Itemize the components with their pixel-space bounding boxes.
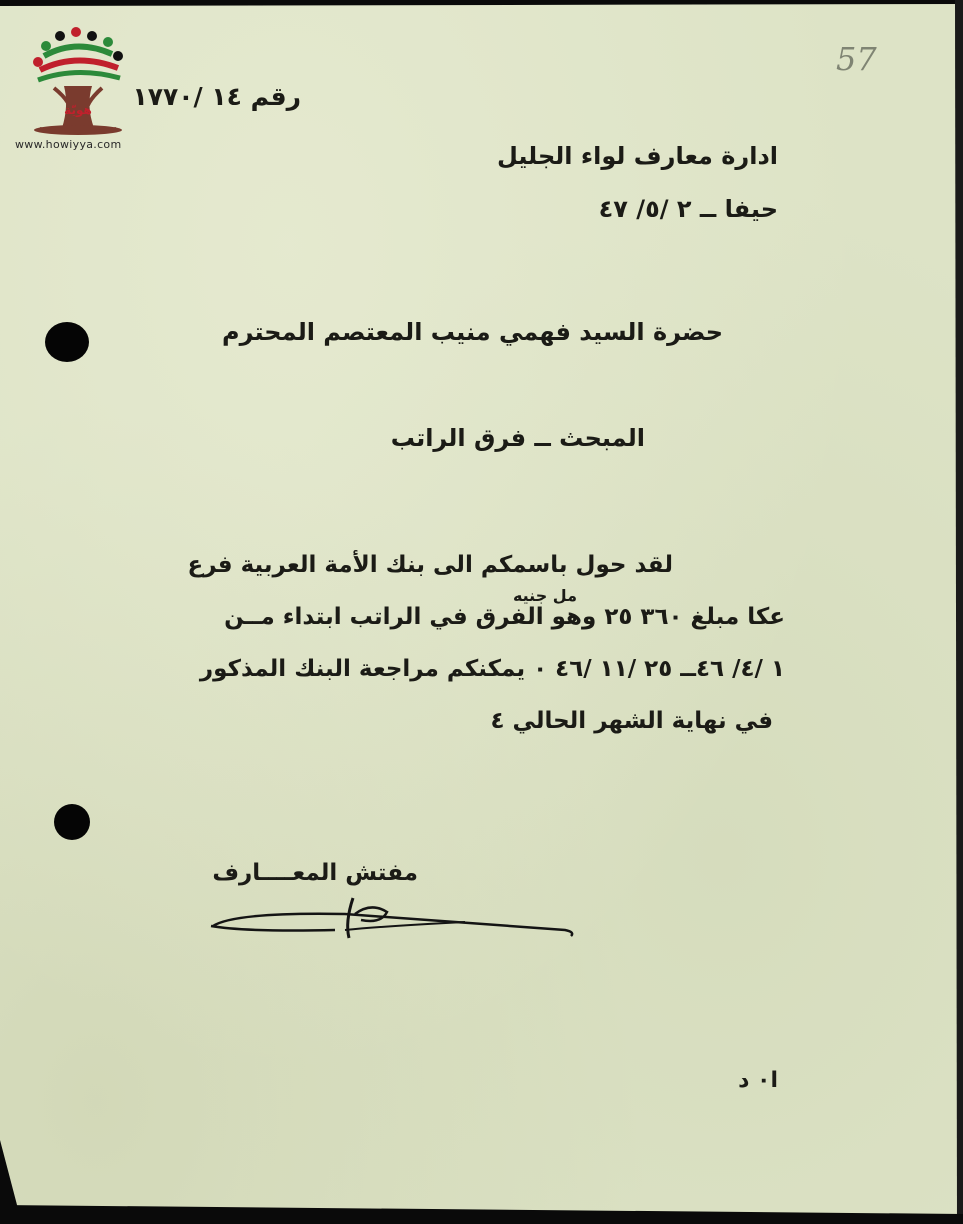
logo-url: www.howiyya.com [15, 138, 122, 151]
body-line-4: في نهاية الشهر الحالي ٤ [490, 708, 773, 734]
subject-line: المبحث ــ فرق الراتب [390, 424, 645, 452]
typist-initials: ا٠ د [738, 1068, 778, 1093]
addressee: حضرة السيد فهمي منيب المعتصم المحترم [221, 318, 723, 346]
signatory-title: مفتش المعــــارف [212, 860, 418, 886]
amount-annotation: مل جنيه [512, 586, 577, 605]
punch-hole-top [45, 322, 89, 362]
handwritten-page-number: 57 [836, 40, 877, 78]
howiyya-tree-logo-icon [14, 16, 138, 156]
handwritten-signature [205, 892, 585, 952]
body-line-3: ١ /٤/ ٤٦ــ ٢٥ /١١ /٤٦ ٠ يمكنكم مراجعة البنك المذكور [199, 656, 785, 682]
reference-number: رقم ١٤ /١٧٧٠ [132, 82, 301, 111]
punch-hole-bottom [54, 804, 90, 840]
place-date: حيفا ــ ٢ /٥/ ٤٧ [598, 195, 778, 223]
body-line-2: عكا مبلغ ٣٦٠ ٢٥ وهو الفرق في الراتب ابتداء مــن [224, 604, 785, 630]
svg-text:هويّة: هويّة [64, 103, 92, 117]
sender-office: ادارة معارف لواء الجليل [496, 142, 778, 170]
body-line-1: لقد حول باسمكم الى بنك الأمة العربية فرع [187, 552, 673, 578]
